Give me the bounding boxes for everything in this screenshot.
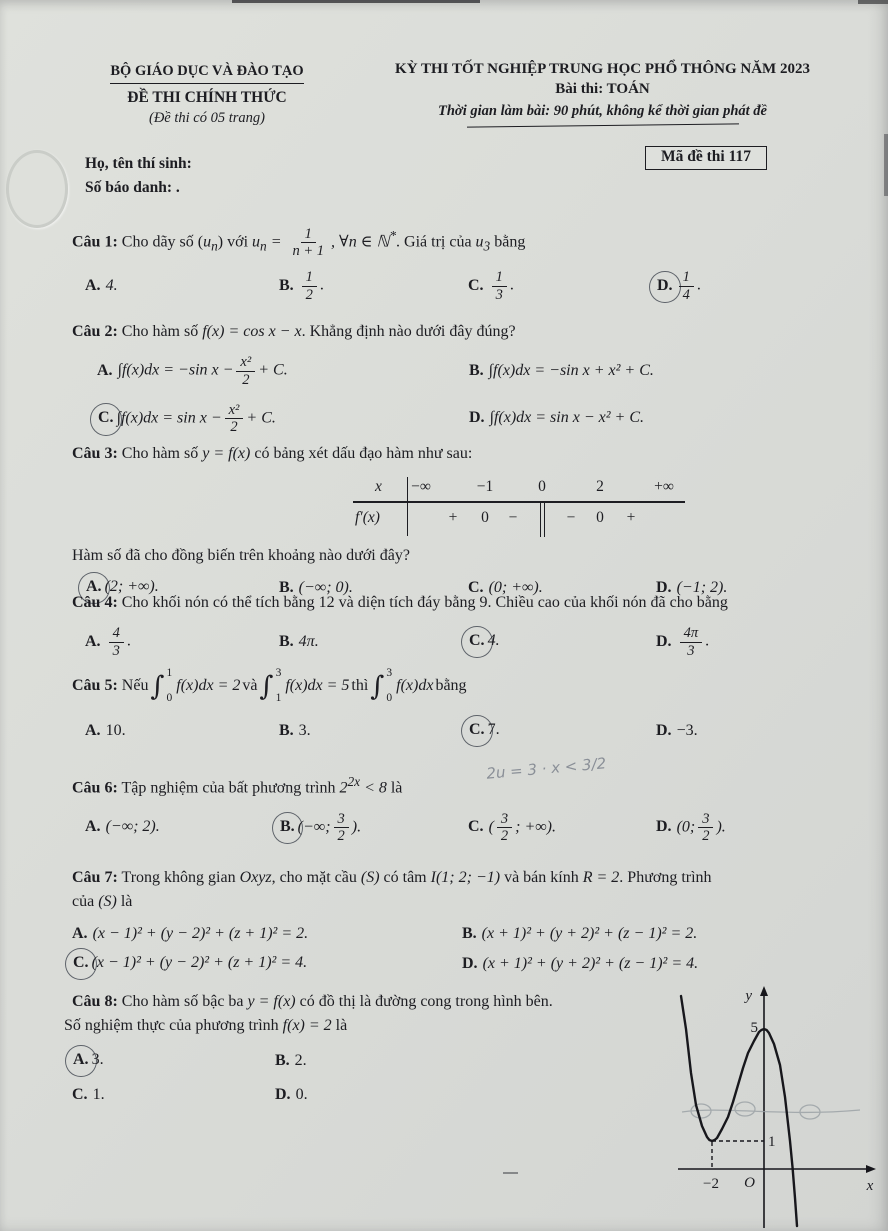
option-letter: B. — [275, 1051, 290, 1069]
table-cell: 2 — [596, 478, 604, 496]
table-cell: +∞ — [654, 478, 674, 496]
option-letter: D. — [656, 632, 672, 650]
options-grid — [72, 1048, 512, 1108]
options-row — [72, 718, 854, 744]
option-letter: D. — [462, 954, 478, 972]
question-4 — [72, 591, 854, 659]
dashed-guides — [712, 1141, 764, 1168]
table-sign: 0 — [481, 509, 489, 527]
table-cell: 0 — [538, 478, 546, 496]
question-text: Câu 8: Cho hàm số bậc ba y = f(x) có đồ thị là đường cong trong hình bên. — [72, 993, 553, 1010]
y-tick-5: 5 — [750, 1020, 758, 1036]
pencil-dash-mark — [503, 1172, 518, 1174]
candidate-name-label: Họ, tên thí sinh: — [85, 155, 192, 172]
question-text: Câu 5: Nếu ∫ 1 0 f(x)dx = 2 và ∫ 3 1 f(x)dx = 5 thì ∫ 3 0 f(x)dx bằng — [72, 667, 467, 704]
option-d: D. (0; $\frac{3}{2}$ ). — [656, 810, 726, 844]
table-sign: + — [626, 509, 636, 527]
exam-header-left — [78, 62, 336, 127]
option-letter: A. — [78, 572, 110, 604]
option-c: C. (x − 1)² + (y − 2)² + (z + 1)² = 4. — [72, 951, 462, 977]
question-5 — [72, 668, 854, 744]
option-d: D. (−1; 2). — [656, 576, 854, 600]
option-letter: A. — [97, 361, 113, 379]
option-letter: C. — [461, 626, 493, 658]
table-x-label: x — [375, 478, 382, 496]
option-letter: D. — [656, 818, 672, 836]
y-axis-label: y — [745, 988, 752, 1004]
option-c: C. ( $\frac{3}{2}$ ; +∞). — [468, 810, 556, 844]
option-letter: C. — [461, 715, 493, 747]
option-letter: C. — [468, 276, 484, 294]
option-b: B. (−∞; 0). — [279, 576, 468, 600]
options-row — [72, 269, 854, 302]
pages-note: (Đề thi có 05 trang) — [149, 110, 265, 126]
question-7 — [72, 866, 854, 977]
scan-corner-artifact — [858, 0, 888, 4]
question-text: Câu 1: Cho dãy số $(u_n)$ với $u_n$ = $\frac{1}{n + 1}$ , ∀n ∈ ℕ*. Giá trị của $u_3$ bằng — [72, 226, 526, 260]
option-b: B. (x + 1)² + (y + 2)² + (z − 1)² = 2. — [462, 922, 854, 946]
subject-line: Bài thi: TOÁN — [555, 81, 650, 97]
question-text: Câu 6: Tập nghiệm của bất phương trình $2^{2x} < 8$ là — [72, 774, 403, 797]
table-sign: 0 — [596, 509, 604, 527]
option-letter: B. — [272, 812, 303, 844]
option-letter: D. — [649, 271, 681, 303]
option-a: A. 4. — [85, 274, 279, 298]
option-c: C. $\frac{1}{3}$ . — [468, 269, 514, 303]
option-letter: A. — [85, 277, 101, 295]
option-a: A. (x − 1)² + (y − 2)² + (z + 1)² = 2. — [72, 922, 462, 946]
option-letter: A. — [72, 924, 88, 942]
option-letter: C. — [468, 578, 484, 596]
fraction: $\frac{3}{2}$ — [497, 811, 512, 844]
option-a: A. (−∞; 2). — [85, 815, 279, 839]
option-letter: A. — [85, 632, 101, 650]
option-letter: A. — [85, 818, 101, 836]
option-c: C. 4. — [468, 629, 656, 655]
x-tick-minus2: −2 — [703, 1176, 719, 1192]
options-grid — [72, 922, 854, 978]
option-a: A. $\frac{4}{3}$ . — [85, 625, 131, 659]
option-letter: D. — [469, 409, 485, 427]
question-text: Câu 4: Cho khối nón có thể tích bằng 12 và diện tích đáy bằng 9. Chiều cao của khối nón đã cho bằng — [72, 594, 728, 611]
options-grid — [72, 354, 854, 435]
option-b: B. 2. — [275, 1049, 512, 1073]
table-fprime-label: f′(x) — [355, 509, 380, 527]
option-b: B. $\frac{1}{2}$ . — [279, 269, 324, 303]
origin-label: O — [744, 1175, 755, 1191]
option-c: C. (0; +∞). — [468, 576, 656, 600]
x-axis-label: x — [866, 1178, 874, 1194]
scan-edge-artifact — [884, 134, 888, 196]
duration-line: Thời gian làm bài: 90 phút, không kể thời gian phát đề — [438, 103, 767, 119]
fraction: $\frac{1}{2}$ — [302, 269, 317, 302]
cubic-graph-figure — [664, 984, 884, 1230]
fraction: $\frac{4\pi}{3}$ — [680, 625, 703, 658]
question-2 — [72, 320, 854, 435]
x-axis-arrow-icon — [866, 1165, 876, 1173]
table-sign: − — [566, 509, 576, 527]
option-b: B. 3. — [279, 719, 468, 743]
option-letter: B. — [279, 276, 294, 294]
table-sign: − — [508, 509, 518, 527]
option-d: D. (x + 1)² + (y + 2)² + (z − 1)² = 4. — [462, 952, 854, 976]
option-letter: B. — [279, 722, 294, 739]
fraction: $\frac{4}{3}$ — [109, 625, 124, 658]
table-double-bar — [540, 502, 545, 537]
option-d: D. −3. — [656, 719, 854, 743]
scan-edge-artifact — [232, 0, 480, 3]
option-letter: A. — [85, 722, 101, 739]
option-d: D. $\frac{4\pi}{3}$ . — [656, 625, 710, 659]
option-b: B. (−∞; $\frac{3}{2}$ ). — [279, 811, 468, 844]
option-a: A. ∫f(x)dx = −sin x − $\frac{\text{x²}}{2}$ + C. — [97, 354, 288, 388]
fraction: $\frac{\text{x²}}{2}$ — [236, 354, 255, 387]
table-cell: −∞ — [411, 478, 431, 496]
exam-code-box: Mã đề thi 117 — [645, 146, 767, 170]
question-text-line2: của (S) là — [72, 893, 133, 911]
option-b: B. ∫f(x)dx = −sin x + x² + C. — [469, 359, 854, 383]
option-c: C. ∫f(x)dx = sin x − $\frac{\text{x²}}{2}$ + C. — [97, 402, 469, 435]
duration-underline — [467, 123, 739, 127]
table-sign: + — [448, 509, 458, 527]
option-b: B. 4π. — [279, 630, 468, 654]
question-text-line2: Số nghiệm thực của phương trình f(x) = 2 là — [64, 1017, 348, 1035]
official-exam-label: ĐỀ THI CHÍNH THỨC — [127, 89, 287, 106]
sign-table — [353, 474, 685, 540]
fraction: $\frac{3}{2}$ — [698, 811, 713, 844]
pencil-annotation: 2u = 3 · x < 3/2 — [485, 754, 607, 783]
ministry-title: BỘ GIÁO DỤC VÀ ĐÀO TẠO — [110, 63, 303, 84]
option-c: C. 7. — [468, 718, 656, 744]
option-letter: B. — [279, 632, 294, 650]
exam-title: KỲ THI TỐT NGHIỆP TRUNG HỌC PHỔ THÔNG NĂM 2023 — [395, 61, 810, 77]
question-8 — [64, 990, 657, 1107]
table-vertical-rule — [407, 477, 408, 536]
fraction: $\frac{1}{4}$ — [679, 269, 694, 302]
option-letter: C. — [72, 1085, 88, 1103]
question-3 — [72, 442, 854, 601]
fraction: $\frac{1}{3}$ — [492, 269, 507, 302]
option-letter: B. — [279, 578, 294, 596]
question-6 — [72, 772, 854, 844]
option-letter: D. — [275, 1085, 291, 1103]
option-d: D. $\frac{1}{4}$ . — [656, 269, 854, 302]
integral: ∫ 1 0 f(x)dx = 2 — [150, 667, 241, 704]
table-cell: −1 — [476, 478, 494, 496]
option-letter: B. — [469, 361, 484, 379]
options-row — [72, 625, 854, 658]
option-letter: B. — [462, 924, 477, 942]
candidate-id-label: Số báo danh: . — [85, 179, 180, 196]
option-letter: C. — [65, 948, 97, 980]
option-letter: D. — [656, 722, 672, 739]
option-letter: C. — [90, 403, 122, 435]
option-d: D. ∫f(x)dx = sin x − x² + C. — [469, 406, 854, 430]
fraction: $\frac{3}{2}$ — [334, 811, 349, 844]
question-text: Câu 7: Trong không gian Oxyz, cho mặt cầu (S) có tâm I(1; 2; −1) và bán kính R = 2. Phương trình — [72, 869, 712, 886]
integral: ∫ 3 1 f(x)dx = 5 — [259, 667, 350, 704]
fraction: $\frac{1}{n + 1}$ — [292, 226, 325, 260]
paper-hole-mark — [6, 150, 68, 228]
integral: ∫ 3 0 f(x)dx — [370, 667, 434, 704]
question-text: Câu 3: Cho hàm số y = f(x) có bảng xét dấu đạo hàm như sau: — [72, 445, 473, 462]
question-text: Câu 2: Cho hàm số f(x) = cos x − x. Khẳng định nào dưới đây đúng? — [72, 323, 516, 340]
pencil-level-line — [682, 1102, 860, 1119]
options-row — [72, 811, 854, 844]
option-letter: C. — [468, 818, 484, 836]
option-d: D. 0. — [275, 1083, 512, 1107]
option-a: A. (2; +∞). — [85, 575, 279, 601]
y-tick-1: 1 — [768, 1134, 776, 1150]
option-letter: D. — [656, 578, 672, 596]
fraction: $\frac{\text{x²}}{2}$ — [225, 402, 244, 435]
question-1 — [72, 226, 854, 303]
y-axis-arrow-icon — [760, 986, 768, 996]
question-subtext: Hàm số đã cho đồng biến trên khoảng nào dưới đây? — [72, 547, 410, 565]
option-c: C. 1. — [72, 1083, 275, 1107]
option-letter: A. — [65, 1045, 97, 1077]
exam-header-right — [350, 61, 855, 126]
option-a: A. 10. — [85, 719, 279, 743]
table-horizontal-rule — [353, 501, 685, 502]
option-a: A. 3. — [72, 1048, 275, 1074]
